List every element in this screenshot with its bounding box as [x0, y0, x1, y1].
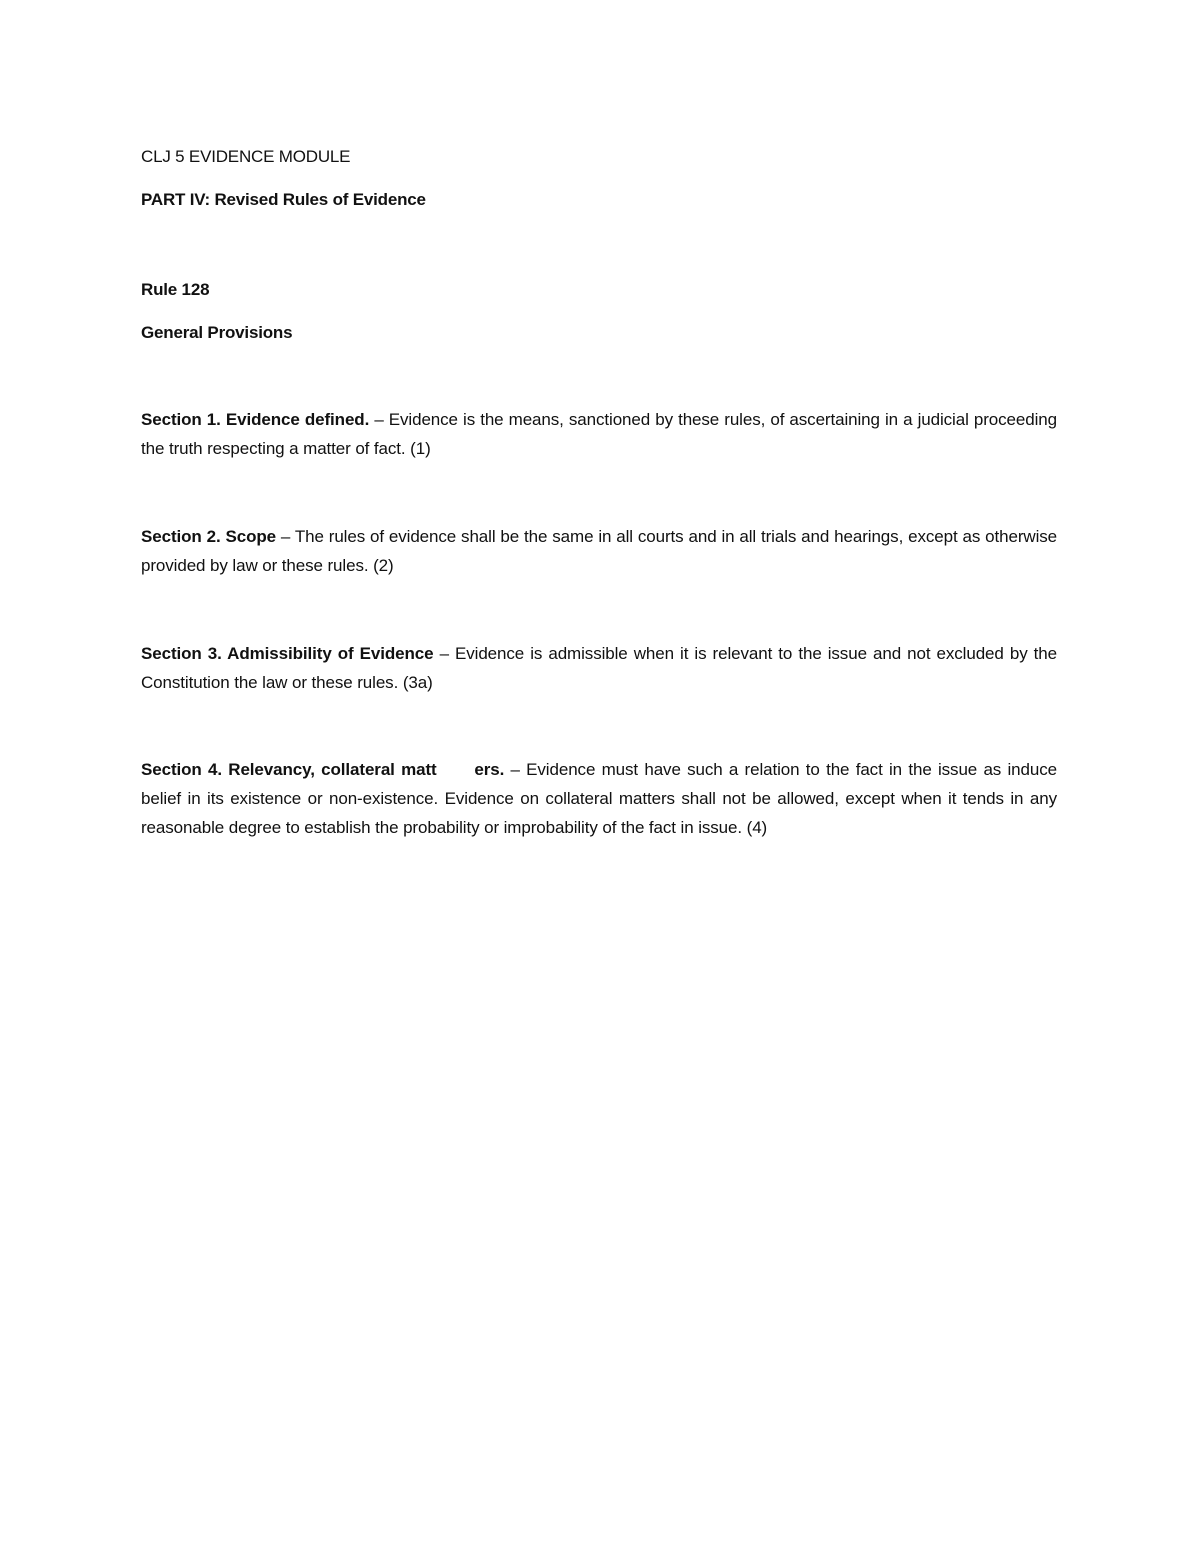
section-1-text: – Evidence is the means, sanctioned by these rules, of ascertaining in a judicial proceeding the truth respecting a matter of fact. (1) [141, 410, 1057, 458]
section-4-label: Section 4. Relevancy, collateral matt ers. [141, 760, 505, 779]
section-2-label: Section 2. Scope [141, 527, 277, 546]
section-2-paragraph [141, 522, 1057, 580]
module-title: CLJ 5 EVIDENCE MODULE [141, 147, 351, 166]
section-1-label: Section 1. Evidence defined. [141, 410, 370, 429]
part-title: PART IV: Revised Rules of Evidence [141, 190, 426, 209]
section-3-text: – Evidence is admissible when it is relevant to the issue and not excluded by the Constitution the law or these rules. (3a) [141, 644, 1057, 692]
section-1-paragraph [141, 405, 1057, 463]
section-2-text: – The rules of evidence shall be the same in all courts and in all trials and hearings, except as otherwise provided by law or these rules. (2) [141, 527, 1057, 575]
section-4-text: – Evidence must have such a relation to the fact in the issue as induce belief in its existence or non-existence. Evidence on collateral matters shall not be allowed, except when it tends in any reasonable degree to establish the probability or improbability of the fact in issue. (4) [141, 760, 1057, 837]
section-4-paragraph [141, 755, 1057, 842]
section-3-label: Section 3. Admissibility of Evidence [141, 644, 434, 663]
rule-subject: General Provisions [141, 323, 293, 342]
rule-number: Rule 128 [141, 280, 210, 299]
section-3-paragraph [141, 639, 1057, 697]
